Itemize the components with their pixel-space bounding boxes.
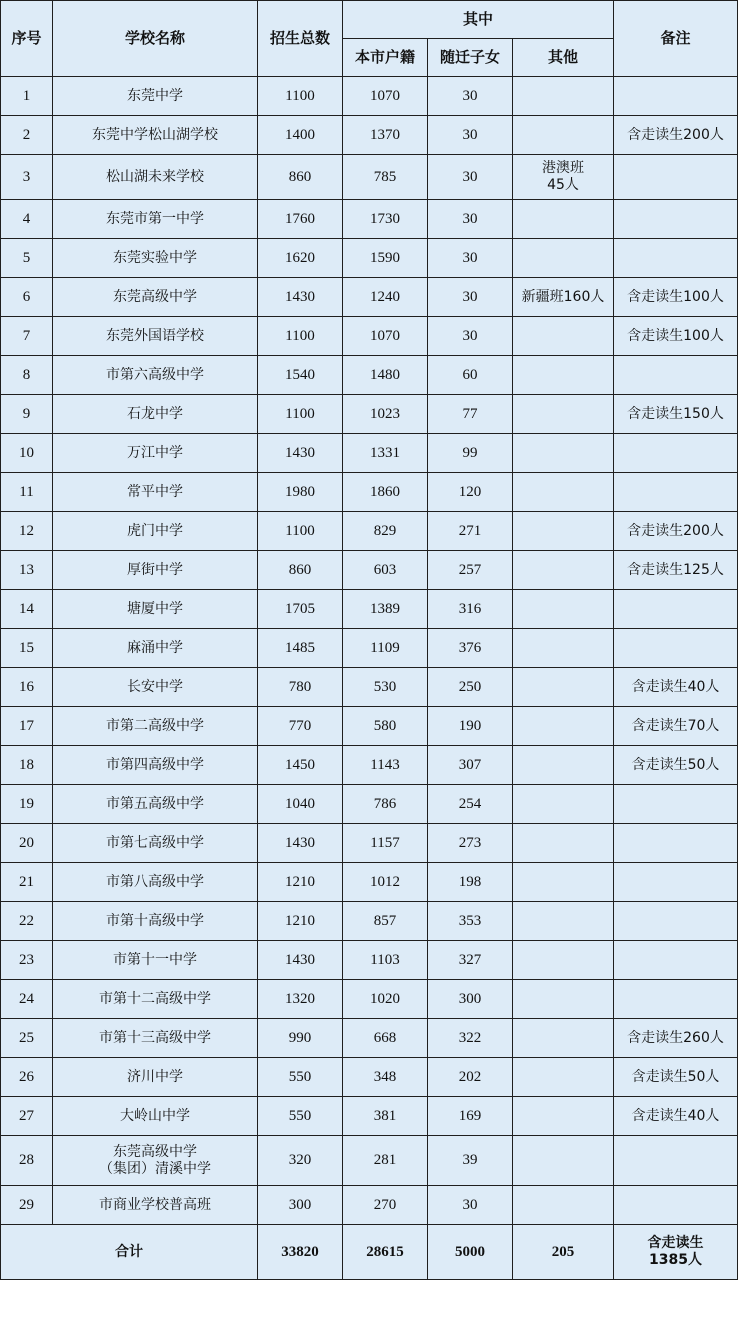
cell-total: 860 xyxy=(258,551,343,590)
cell-other xyxy=(513,863,614,902)
cell-seq: 27 xyxy=(1,1097,53,1136)
cell-school: 厚街中学 xyxy=(53,551,258,590)
cell-total: 1540 xyxy=(258,356,343,395)
cell-local: 1370 xyxy=(343,116,428,155)
cell-other xyxy=(513,356,614,395)
cell-total: 1430 xyxy=(258,434,343,473)
cell-seq: 20 xyxy=(1,824,53,863)
cell-remark: 含走读生125人 xyxy=(614,551,738,590)
cell-migrant: 300 xyxy=(428,980,513,1019)
cell-remark: 含走读生260人 xyxy=(614,1019,738,1058)
table-row xyxy=(1,77,738,116)
cell-local: 1020 xyxy=(343,980,428,1019)
cell-total: 1760 xyxy=(258,200,343,239)
cell-remark: 含走读生40人 xyxy=(614,668,738,707)
cell-other xyxy=(513,785,614,824)
cell-other xyxy=(513,707,614,746)
cell-migrant: 190 xyxy=(428,707,513,746)
cell-local: 857 xyxy=(343,902,428,941)
cell-local: 348 xyxy=(343,1058,428,1097)
cell-migrant: 39 xyxy=(428,1136,513,1186)
cell-remark: 含走读生70人 xyxy=(614,707,738,746)
total-migrant: 5000 xyxy=(428,1225,513,1280)
cell-other xyxy=(513,434,614,473)
cell-total: 550 xyxy=(258,1058,343,1097)
cell-school: 麻涌中学 xyxy=(53,629,258,668)
cell-school: 市第十高级中学 xyxy=(53,902,258,941)
cell-other-line1: 港澳班 xyxy=(542,160,584,176)
cell-local: 1012 xyxy=(343,863,428,902)
cell-school: 市商业学校普高班 xyxy=(53,1186,258,1225)
cell-migrant: 30 xyxy=(428,155,513,200)
total-enrollment: 33820 xyxy=(258,1225,343,1280)
cell-migrant: 271 xyxy=(428,512,513,551)
cell-remark: 含走读生40人 xyxy=(614,1097,738,1136)
cell-remark: 含走读生100人 xyxy=(614,278,738,317)
cell-total: 300 xyxy=(258,1186,343,1225)
cell-remark xyxy=(614,941,738,980)
cell-other xyxy=(513,1058,614,1097)
cell-migrant: 30 xyxy=(428,1186,513,1225)
table-row xyxy=(1,824,738,863)
header-local: 本市户籍 xyxy=(343,39,428,77)
cell-remark xyxy=(614,239,738,278)
cell-remark xyxy=(614,1186,738,1225)
cell-migrant: 99 xyxy=(428,434,513,473)
total-label: 合计 xyxy=(1,1225,258,1280)
header-total: 招生总数 xyxy=(258,1,343,77)
header-school: 学校名称 xyxy=(53,1,258,77)
cell-local: 381 xyxy=(343,1097,428,1136)
cell-seq: 2 xyxy=(1,116,53,155)
table-row xyxy=(1,1136,738,1186)
cell-remark xyxy=(614,824,738,863)
cell-total: 1450 xyxy=(258,746,343,785)
cell-migrant: 60 xyxy=(428,356,513,395)
cell-migrant: 202 xyxy=(428,1058,513,1097)
cell-school: 塘厦中学 xyxy=(53,590,258,629)
cell-school: 市第七高级中学 xyxy=(53,824,258,863)
cell-remark: 含走读生150人 xyxy=(614,395,738,434)
cell-seq: 7 xyxy=(1,317,53,356)
cell-school: 东莞中学 xyxy=(53,77,258,116)
cell-remark: 含走读生200人 xyxy=(614,116,738,155)
cell-other xyxy=(513,1019,614,1058)
cell-other: 新疆班160人 xyxy=(513,278,614,317)
cell-other-line2: 45人 xyxy=(547,177,579,193)
cell-local: 1070 xyxy=(343,77,428,116)
cell-migrant: 250 xyxy=(428,668,513,707)
cell-remark xyxy=(614,785,738,824)
cell-local: 785 xyxy=(343,155,428,200)
cell-total: 1705 xyxy=(258,590,343,629)
cell-local: 580 xyxy=(343,707,428,746)
table-row xyxy=(1,863,738,902)
cell-seq: 16 xyxy=(1,668,53,707)
cell-remark xyxy=(614,1136,738,1186)
cell-local: 1590 xyxy=(343,239,428,278)
cell-migrant: 30 xyxy=(428,239,513,278)
cell-other xyxy=(513,1186,614,1225)
cell-seq: 9 xyxy=(1,395,53,434)
cell-local: 1143 xyxy=(343,746,428,785)
table-row xyxy=(1,473,738,512)
cell-seq: 23 xyxy=(1,941,53,980)
cell-other xyxy=(513,116,614,155)
cell-local: 1023 xyxy=(343,395,428,434)
cell-migrant: 30 xyxy=(428,200,513,239)
table-row xyxy=(1,434,738,473)
total-local: 28615 xyxy=(343,1225,428,1280)
cell-migrant: 30 xyxy=(428,116,513,155)
header-remark: 备注 xyxy=(614,1,738,77)
cell-migrant: 353 xyxy=(428,902,513,941)
cell-other xyxy=(513,902,614,941)
cell-migrant: 316 xyxy=(428,590,513,629)
cell-remark xyxy=(614,863,738,902)
cell-seq: 25 xyxy=(1,1019,53,1058)
cell-seq: 19 xyxy=(1,785,53,824)
cell-remark xyxy=(614,980,738,1019)
cell-remark xyxy=(614,629,738,668)
cell-local: 281 xyxy=(343,1136,428,1186)
cell-seq: 12 xyxy=(1,512,53,551)
cell-seq: 29 xyxy=(1,1186,53,1225)
table-row xyxy=(1,239,738,278)
cell-total: 1980 xyxy=(258,473,343,512)
table-row xyxy=(1,746,738,785)
cell-total: 770 xyxy=(258,707,343,746)
cell-seq: 10 xyxy=(1,434,53,473)
cell-total: 1100 xyxy=(258,512,343,551)
cell-other xyxy=(513,1136,614,1186)
cell-other xyxy=(513,629,614,668)
cell-school-line1: 东莞高级中学 xyxy=(113,1143,197,1160)
table-row xyxy=(1,980,738,1019)
cell-local: 603 xyxy=(343,551,428,590)
cell-local: 1730 xyxy=(343,200,428,239)
cell-school: 东莞外国语学校 xyxy=(53,317,258,356)
cell-local: 1480 xyxy=(343,356,428,395)
cell-school: 常平中学 xyxy=(53,473,258,512)
cell-other xyxy=(513,155,614,200)
cell-local: 1103 xyxy=(343,941,428,980)
cell-total: 1040 xyxy=(258,785,343,824)
cell-other xyxy=(513,1097,614,1136)
cell-seq: 17 xyxy=(1,707,53,746)
cell-seq: 24 xyxy=(1,980,53,1019)
cell-total: 550 xyxy=(258,1097,343,1136)
cell-other xyxy=(513,746,614,785)
cell-migrant: 273 xyxy=(428,824,513,863)
cell-school: 万江中学 xyxy=(53,434,258,473)
table-header xyxy=(1,1,738,77)
cell-migrant: 322 xyxy=(428,1019,513,1058)
cell-school: 济川中学 xyxy=(53,1058,258,1097)
cell-local: 1240 xyxy=(343,278,428,317)
cell-school: 市第十三高级中学 xyxy=(53,1019,258,1058)
cell-school: 东莞中学松山湖学校 xyxy=(53,116,258,155)
cell-school: 大岭山中学 xyxy=(53,1097,258,1136)
cell-total: 1430 xyxy=(258,278,343,317)
total-other: 205 xyxy=(513,1225,614,1280)
cell-seq: 3 xyxy=(1,155,53,200)
cell-seq: 21 xyxy=(1,863,53,902)
table-row xyxy=(1,707,738,746)
cell-seq: 8 xyxy=(1,356,53,395)
cell-migrant: 376 xyxy=(428,629,513,668)
table-row xyxy=(1,278,738,317)
header-migrant: 随迁子女 xyxy=(428,39,513,77)
cell-other xyxy=(513,551,614,590)
table-row xyxy=(1,668,738,707)
cell-school: 市第十二高级中学 xyxy=(53,980,258,1019)
cell-remark: 含走读生50人 xyxy=(614,746,738,785)
cell-other xyxy=(513,317,614,356)
table-row xyxy=(1,1019,738,1058)
cell-seq: 15 xyxy=(1,629,53,668)
cell-seq: 11 xyxy=(1,473,53,512)
cell-migrant: 120 xyxy=(428,473,513,512)
cell-total: 1485 xyxy=(258,629,343,668)
cell-migrant: 169 xyxy=(428,1097,513,1136)
cell-local: 1331 xyxy=(343,434,428,473)
table-row xyxy=(1,902,738,941)
cell-local: 668 xyxy=(343,1019,428,1058)
table-row xyxy=(1,629,738,668)
cell-migrant: 30 xyxy=(428,77,513,116)
table-row xyxy=(1,155,738,200)
cell-total: 860 xyxy=(258,155,343,200)
cell-remark xyxy=(614,77,738,116)
cell-total: 1430 xyxy=(258,941,343,980)
cell-other xyxy=(513,824,614,863)
table-row xyxy=(1,1058,738,1097)
cell-seq: 4 xyxy=(1,200,53,239)
cell-remark xyxy=(614,590,738,629)
cell-school: 东莞实验中学 xyxy=(53,239,258,278)
cell-other xyxy=(513,980,614,1019)
cell-other xyxy=(513,239,614,278)
cell-other xyxy=(513,77,614,116)
cell-total: 1100 xyxy=(258,317,343,356)
cell-total: 1320 xyxy=(258,980,343,1019)
table-body xyxy=(1,77,738,1225)
table-row xyxy=(1,590,738,629)
total-remark-line1: 含走读生 xyxy=(647,1235,704,1251)
cell-migrant: 254 xyxy=(428,785,513,824)
cell-migrant: 30 xyxy=(428,278,513,317)
cell-migrant: 198 xyxy=(428,863,513,902)
cell-remark xyxy=(614,356,738,395)
table-row xyxy=(1,785,738,824)
table-row xyxy=(1,200,738,239)
table-row xyxy=(1,551,738,590)
cell-school: 东莞高级中学 xyxy=(53,278,258,317)
total-remark xyxy=(614,1225,738,1280)
cell-total: 990 xyxy=(258,1019,343,1058)
cell-remark xyxy=(614,434,738,473)
cell-school: 虎门中学 xyxy=(53,512,258,551)
cell-remark xyxy=(614,902,738,941)
cell-other xyxy=(513,941,614,980)
cell-school: 市第六高级中学 xyxy=(53,356,258,395)
cell-remark: 含走读生100人 xyxy=(614,317,738,356)
table-row xyxy=(1,1097,738,1136)
cell-migrant: 30 xyxy=(428,317,513,356)
cell-school: 市第四高级中学 xyxy=(53,746,258,785)
cell-local: 1389 xyxy=(343,590,428,629)
cell-seq: 14 xyxy=(1,590,53,629)
header-seq: 序号 xyxy=(1,1,53,77)
cell-local: 530 xyxy=(343,668,428,707)
cell-other xyxy=(513,395,614,434)
cell-total: 1100 xyxy=(258,395,343,434)
cell-school: 市第二高级中学 xyxy=(53,707,258,746)
cell-migrant: 327 xyxy=(428,941,513,980)
cell-seq: 26 xyxy=(1,1058,53,1097)
cell-school: 市第十一中学 xyxy=(53,941,258,980)
cell-seq: 28 xyxy=(1,1136,53,1186)
table-row xyxy=(1,395,738,434)
total-remark-line2: 1385人 xyxy=(649,1252,702,1268)
cell-other xyxy=(513,590,614,629)
cell-school: 松山湖未来学校 xyxy=(53,155,258,200)
table-row xyxy=(1,1186,738,1225)
cell-local: 1860 xyxy=(343,473,428,512)
cell-total: 780 xyxy=(258,668,343,707)
cell-migrant: 307 xyxy=(428,746,513,785)
cell-seq: 6 xyxy=(1,278,53,317)
header-row-top xyxy=(1,1,738,39)
cell-remark: 含走读生200人 xyxy=(614,512,738,551)
cell-school: 市第八高级中学 xyxy=(53,863,258,902)
cell-local: 786 xyxy=(343,785,428,824)
cell-other xyxy=(513,668,614,707)
cell-seq: 22 xyxy=(1,902,53,941)
total-row xyxy=(1,1225,738,1280)
cell-total: 1620 xyxy=(258,239,343,278)
cell-local: 1109 xyxy=(343,629,428,668)
cell-local: 270 xyxy=(343,1186,428,1225)
cell-remark: 含走读生50人 xyxy=(614,1058,738,1097)
cell-school: 市第五高级中学 xyxy=(53,785,258,824)
cell-school: 石龙中学 xyxy=(53,395,258,434)
cell-remark xyxy=(614,155,738,200)
cell-seq: 1 xyxy=(1,77,53,116)
cell-school: 长安中学 xyxy=(53,668,258,707)
table-row xyxy=(1,512,738,551)
header-among: 其中 xyxy=(343,1,614,39)
cell-other xyxy=(513,473,614,512)
cell-seq: 13 xyxy=(1,551,53,590)
table-row xyxy=(1,116,738,155)
cell-remark xyxy=(614,200,738,239)
header-other: 其他 xyxy=(513,39,614,77)
cell-total: 1210 xyxy=(258,863,343,902)
cell-seq: 18 xyxy=(1,746,53,785)
cell-school xyxy=(53,1136,258,1186)
cell-migrant: 257 xyxy=(428,551,513,590)
cell-migrant: 77 xyxy=(428,395,513,434)
cell-seq: 5 xyxy=(1,239,53,278)
table-row xyxy=(1,941,738,980)
cell-total: 1400 xyxy=(258,116,343,155)
cell-remark xyxy=(614,473,738,512)
cell-local: 1070 xyxy=(343,317,428,356)
cell-other xyxy=(513,512,614,551)
cell-school: 东莞市第一中学 xyxy=(53,200,258,239)
cell-total: 1100 xyxy=(258,77,343,116)
cell-total: 1210 xyxy=(258,902,343,941)
table-row xyxy=(1,356,738,395)
cell-total: 1430 xyxy=(258,824,343,863)
cell-local: 829 xyxy=(343,512,428,551)
cell-local: 1157 xyxy=(343,824,428,863)
table-row xyxy=(1,317,738,356)
cell-other xyxy=(513,200,614,239)
cell-school-line2: （集团）清溪中学 xyxy=(99,1160,211,1177)
cell-total: 320 xyxy=(258,1136,343,1186)
